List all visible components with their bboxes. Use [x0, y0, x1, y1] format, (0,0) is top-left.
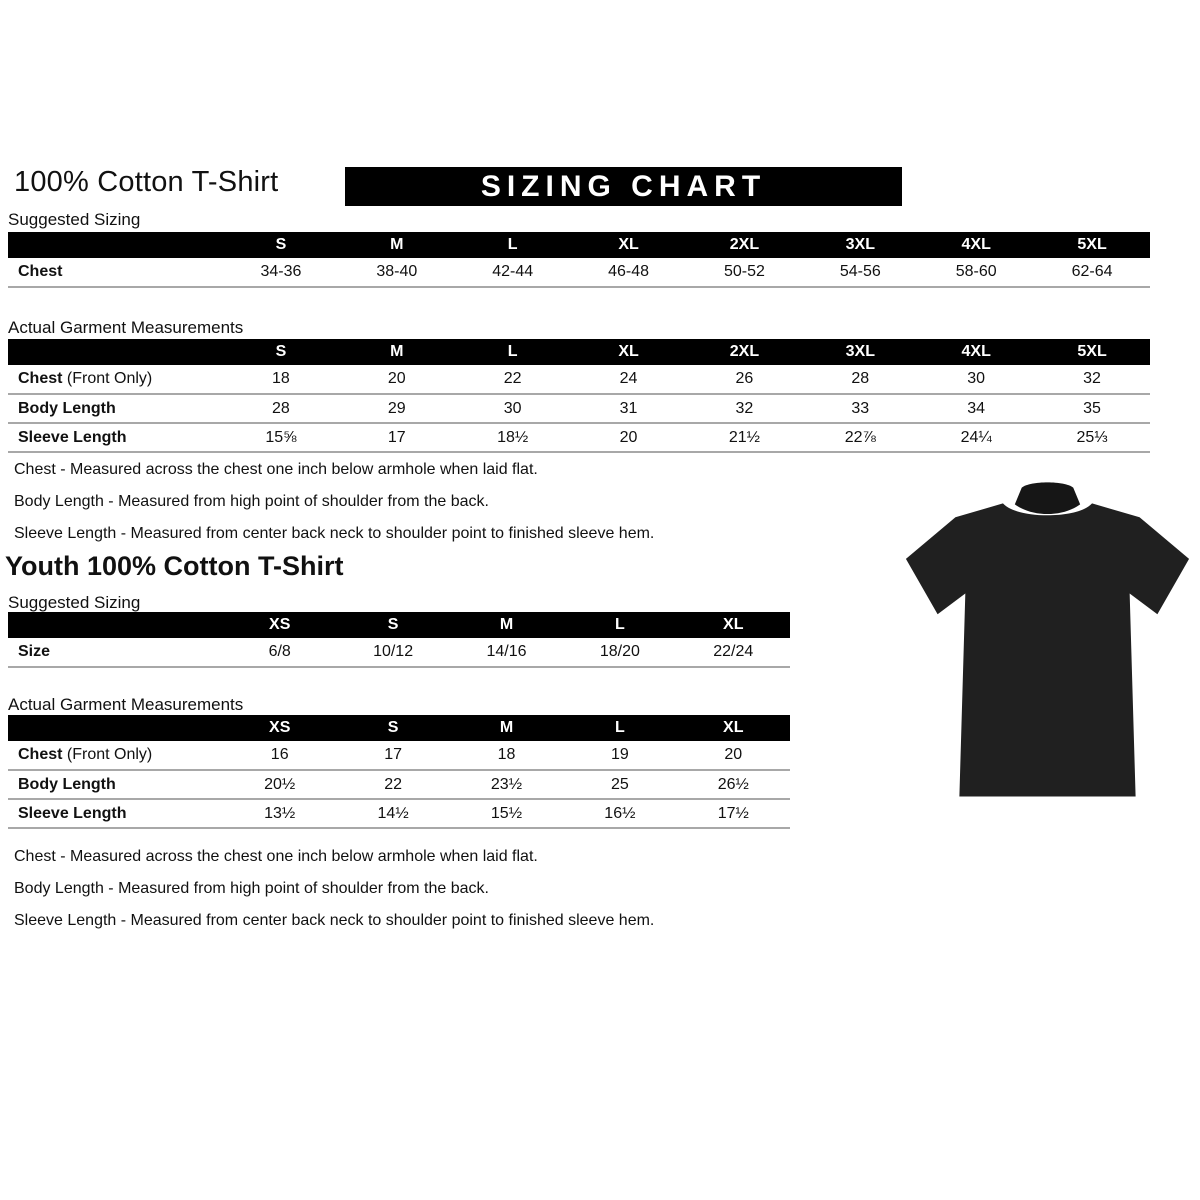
measurement-cell: 15⅝ — [265, 428, 297, 446]
measurement-cell: 17 — [387, 428, 406, 446]
measurement-cell: 17 — [384, 746, 402, 763]
size-column-header: S — [336, 715, 449, 741]
size-column-header: L — [455, 232, 571, 258]
tshirt-graphic — [898, 477, 1195, 810]
size-column-header: M — [339, 339, 455, 365]
size-column-header: S — [336, 612, 449, 638]
size-column-header: XL — [677, 612, 790, 638]
measurement-cell: 26½ — [717, 775, 749, 793]
table-row — [8, 799, 790, 828]
size-column-header: 3XL — [802, 339, 918, 365]
size-column-header: L — [563, 612, 676, 638]
size-column-header: L — [455, 339, 571, 365]
size-column-header: XL — [677, 715, 790, 741]
measurement-cell: 35 — [1083, 399, 1101, 417]
size-column-header: 4XL — [918, 339, 1034, 365]
tshirt-collar — [1015, 482, 1080, 514]
size-column-header: 2XL — [687, 339, 803, 365]
size-column-header: M — [339, 232, 455, 258]
youth-product-title: Youth 100% Cotton T-Shirt — [5, 551, 344, 581]
size-column-header: S — [223, 232, 339, 258]
adult-suggested-sizing-table — [8, 232, 1150, 288]
measurement-cell: 28 — [851, 370, 870, 387]
size-column-header: XL — [571, 232, 687, 258]
measurement-cell: 54-56 — [839, 263, 881, 280]
table-header-row — [8, 612, 790, 638]
size-column-header: M — [450, 715, 563, 741]
row-label: Sleeve Length — [18, 428, 127, 446]
youth-actual-measurements-label: Actual Garment Measurements — [8, 695, 244, 714]
measurement-cell: 10/12 — [373, 643, 414, 660]
measurement-cell: 34 — [967, 399, 986, 417]
note-chest: Chest - Measured across the chest one inch below armhole when laid flat. — [14, 461, 538, 478]
note-body-length: Body Length - Measured from high point of shoulder from the back. — [14, 880, 489, 897]
measurement-cell: 22⅞ — [844, 428, 876, 446]
header-label-cell — [8, 339, 223, 365]
header-label-cell — [8, 232, 223, 258]
size-column-header: M — [450, 612, 563, 638]
youth-suggested-sizing-table — [8, 612, 790, 668]
adult-product-title: 100% Cotton T-Shirt — [14, 166, 279, 198]
table-header-row — [8, 715, 790, 741]
measurement-cell: 22 — [384, 775, 402, 793]
adult-suggested-sizing-label: Suggested Sizing — [8, 210, 141, 229]
measurement-cell: 15½ — [490, 804, 523, 822]
header-label-cell — [8, 612, 223, 638]
size-column-header: XS — [223, 715, 336, 741]
measurement-cell: 16 — [270, 746, 289, 763]
sizing-chart-banner: SIZING CHART — [345, 167, 902, 206]
measurement-cell: 17½ — [717, 804, 749, 822]
table-header-row — [8, 232, 1150, 258]
measurement-cell: 62-64 — [1071, 263, 1113, 280]
size-column-header: S — [223, 339, 339, 365]
measurement-cell: 26 — [735, 370, 754, 387]
measurement-cell: 32 — [1083, 370, 1101, 387]
measurement-cell: 38-40 — [376, 263, 418, 280]
measurement-cell: 13½ — [264, 804, 296, 822]
table-header-row — [8, 339, 1150, 365]
note-sleeve-length: Sleeve Length - Measured from center back neck to shoulder point to finished sleeve hem. — [14, 912, 655, 929]
youth-suggested-sizing-label: Suggested Sizing — [8, 593, 141, 612]
measurement-cell: 25 — [610, 775, 629, 793]
measurement-cell: 28 — [272, 399, 290, 417]
measurement-cell: 30 — [503, 399, 522, 417]
row-label: Chest (Front Only) — [18, 746, 153, 763]
measurement-cell: 22/24 — [713, 643, 754, 660]
measurement-cell: 42-44 — [492, 263, 534, 280]
adult-measurement-notes — [14, 461, 654, 557]
black-tshirt-image — [898, 477, 1195, 810]
measurement-cell: 6/8 — [268, 643, 291, 660]
measurement-cell: 18 — [272, 370, 290, 387]
tshirt-body — [906, 503, 1189, 796]
table-row — [8, 365, 1150, 394]
measurement-cell: 19 — [610, 746, 629, 763]
measurement-cell: 20 — [619, 428, 638, 446]
row-label: Body Length — [18, 775, 116, 793]
measurement-cell: 14½ — [377, 804, 409, 822]
note-chest: Chest - Measured across the chest one inch below armhole when laid flat. — [14, 848, 538, 865]
measurement-cell: 20 — [724, 746, 743, 763]
measurement-cell: 18/20 — [599, 643, 640, 660]
table-row — [8, 258, 1150, 287]
size-column-header: XS — [223, 612, 336, 638]
measurement-cell: 31 — [619, 399, 638, 417]
measurement-cell: 30 — [967, 370, 986, 387]
measurement-cell: 33 — [851, 399, 870, 417]
size-column-header: 3XL — [802, 232, 918, 258]
size-column-header: L — [563, 715, 676, 741]
measurement-cell: 14/16 — [486, 643, 527, 660]
size-column-header: 4XL — [918, 232, 1034, 258]
table-row — [8, 638, 790, 667]
measurement-cell: 18½ — [497, 428, 529, 446]
youth-actual-measurements-table — [8, 715, 790, 829]
measurement-cell: 58-60 — [955, 263, 997, 280]
measurement-cell: 50-52 — [723, 263, 765, 280]
table-row — [8, 770, 790, 799]
measurement-cell: 22 — [503, 370, 522, 387]
measurement-cell: 20½ — [264, 775, 296, 793]
size-column-header: 2XL — [687, 232, 803, 258]
size-column-header: XL — [571, 339, 687, 365]
measurement-cell: 34-36 — [260, 263, 302, 280]
measurement-cell: 21½ — [728, 428, 760, 446]
measurement-cell: 24¼ — [960, 428, 992, 446]
size-column-header: 5XL — [1034, 232, 1150, 258]
adult-actual-measurements-table — [8, 339, 1150, 453]
note-sleeve-length: Sleeve Length - Measured from center back neck to shoulder point to finished sleeve hem. — [14, 525, 655, 542]
row-label: Sleeve Length — [18, 804, 127, 822]
row-label: Size — [18, 643, 51, 660]
row-label: Chest — [18, 263, 63, 280]
measurement-cell: 29 — [387, 399, 406, 417]
adult-actual-measurements-label: Actual Garment Measurements — [8, 318, 244, 337]
youth-measurement-notes — [14, 848, 654, 944]
measurement-cell: 16½ — [604, 804, 636, 822]
measurement-cell: 24 — [619, 370, 638, 387]
row-label: Chest (Front Only) — [18, 370, 153, 387]
note-body-length: Body Length - Measured from high point of shoulder from the back. — [14, 493, 489, 510]
size-column-header: 5XL — [1034, 339, 1150, 365]
measurement-cell: 46-48 — [608, 263, 650, 280]
measurement-cell: 32 — [735, 399, 754, 417]
header-label-cell — [8, 715, 223, 741]
table-row — [8, 423, 1150, 452]
measurement-cell: 18 — [497, 746, 516, 763]
measurement-cell: 25⅓ — [1076, 428, 1108, 446]
table-row — [8, 394, 1150, 423]
table-row — [8, 741, 790, 770]
row-label: Body Length — [18, 399, 116, 417]
measurement-cell: 20 — [387, 370, 406, 387]
measurement-cell: 23½ — [490, 775, 523, 793]
